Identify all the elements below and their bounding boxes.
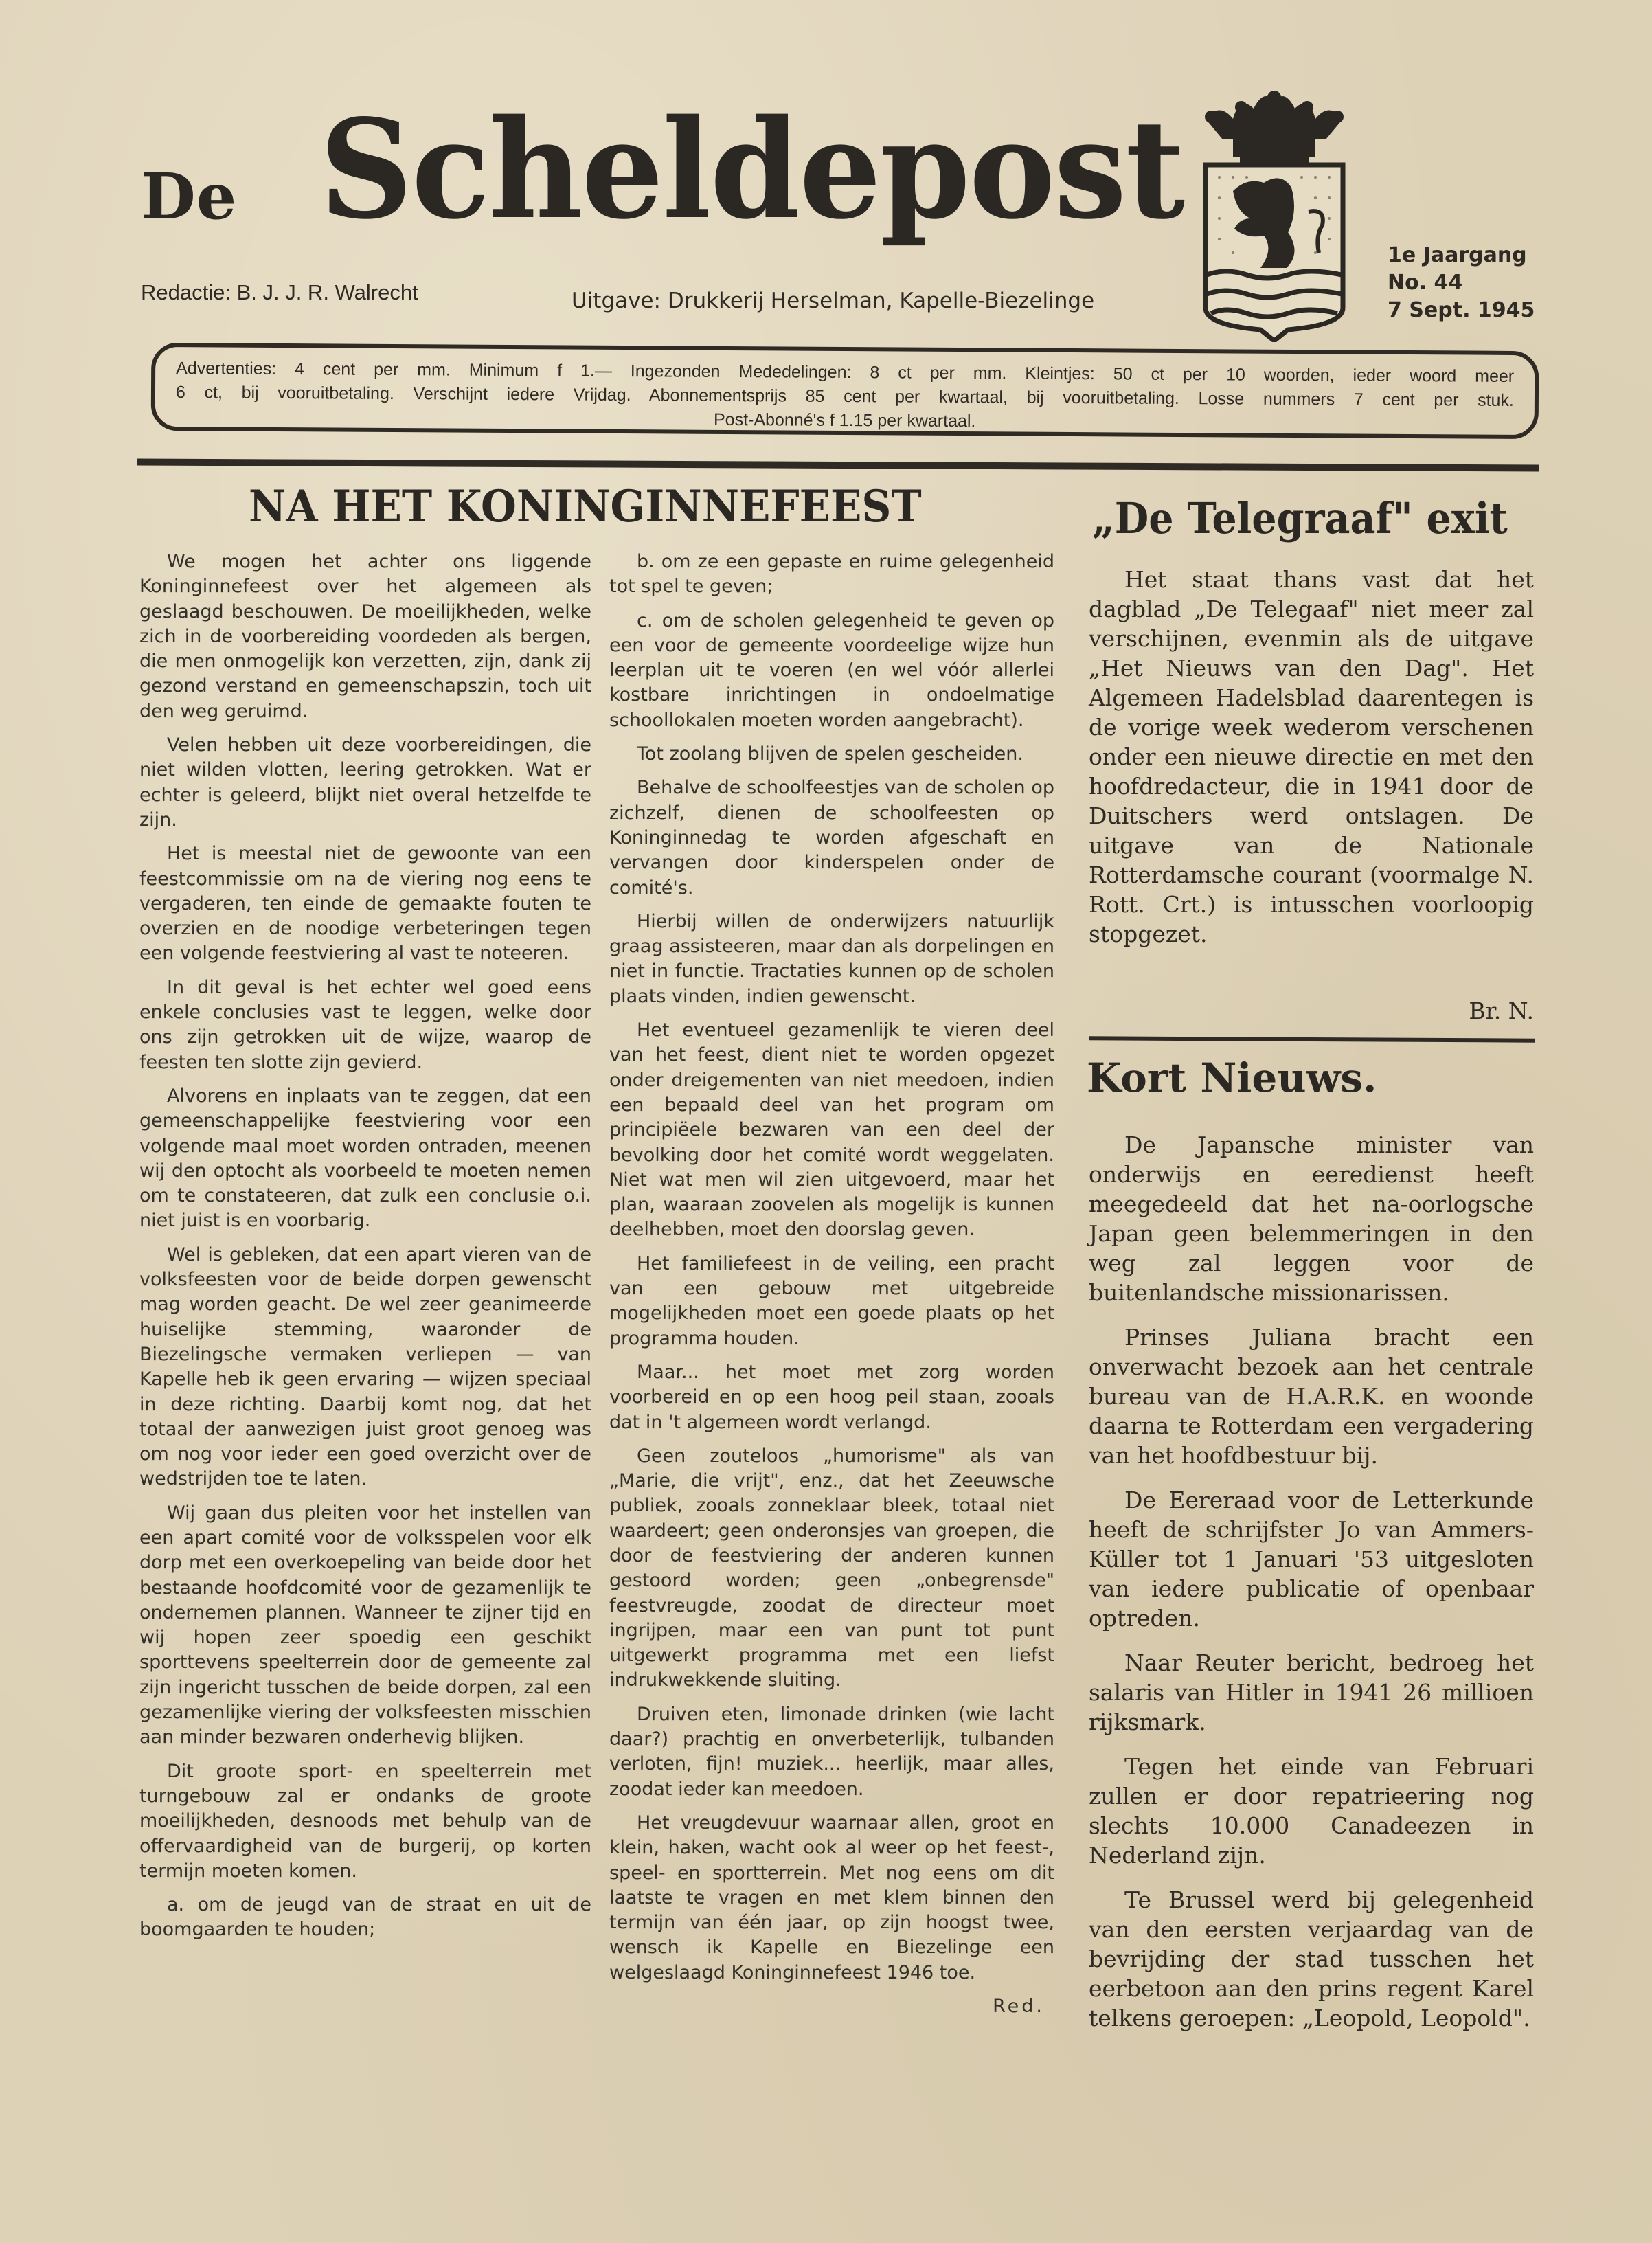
- news-item: Prinses Juliana bracht een onverwacht bezoek aan het centrale bureau van de H.A.R.K. en woonde daarna te Rotterdam een vergadering van het hoofdbestuur bij.: [1089, 1324, 1534, 1469]
- paragraph: Het staat thans vast dat het dagblad „De Telegaaf" niet meer zal verschijnen, evenmin als de uitgave „Het Nieuws van den Dag". Het Algemeen Hadelsblad daarentegen is de vorige week wederom verschenen onder een nieuwe directie en met den hoofdredacteur, die in 1941 door de Duitschers werd ontslagen. De uitgave van de Nationale Rotterdamsche courant (voormalge N. Rott. Crt.) is intusschen voorloopig stopgezet.: [1089, 566, 1534, 947]
- news-item: De Japansche minister van onderwijs en eeredienst heeft meegedeeld dat het na-oorlogsche Japan geen belemmeringen in den weg zal leggen voor de buitenlandsche missionarissen.: [1089, 1131, 1534, 1306]
- uitgave-credit: Uitgave: Drukkerij Herselman, Kapelle-Biezelinge: [572, 289, 1095, 313]
- issue-date: 7 Sept. 1945: [1388, 298, 1535, 322]
- paragraph: Behalve de schoolfeestjes van de scholen op zichzelf, dienen de schoolfeesten op Koninginnedag te worden afgeschaft en vervangen door kinderspelen onder de comité's.: [609, 777, 1054, 899]
- issue-jaargang: 1e Jaargang: [1388, 243, 1527, 267]
- main-article-signature: Red.: [993, 1996, 1045, 2018]
- paragraph: b. om ze een gepaste en ruime gelegenheid tot spel te geven;: [609, 551, 1054, 598]
- rates-line: 6 ct, bij vooruitbetaling. Verschijnt iedere Vrijdag. Abonnementsprijs 85 cent per kwartaal, bij vooruitbetaling. Losse nummers 7 cent per stuk.: [175, 383, 1515, 410]
- rates-line: Post-Abonné's f 1.15 per kwartaal.: [713, 409, 976, 431]
- paragraph: Geen zouteloos „humorisme" als van „Marie, die vrijt", enz., dat het Zeeuwsche publiek, zooals zonneklaar bleek, totaal niet waardeert; geen onderonsjes van groepen, die door de feestviering der anderen kunnen gestoord worden; geen „onbegrensde" feestvreugde, zoodat de directeur moet ingrijpen, maar een van punt tot punt uitgewerkt programma met een liefst indrukwekkende sluiting.: [609, 1445, 1054, 1691]
- shield-icon: [1206, 165, 1343, 341]
- main-article-column-1: [139, 550, 591, 1952]
- rates-line: Advertenties: 4 cent per mm. Minimum f 1.— Ingezonden Mededelingen: 8 ct per mm. Kleintjes: 50 ct per 10 woorden, ieder woord meer: [176, 359, 1515, 386]
- masthead-title-prefix: De: [141, 159, 238, 234]
- news-item: Naar Reuter bericht, bedroeg het salaris van Hitler in 1941 26 millioen rijksmark.: [1089, 1649, 1534, 1735]
- issue-info: [1388, 242, 1535, 324]
- paragraph: Het is meestal niet de gewoonte van een feestcommissie om na de viering nog eens te vergaderen, ten einde de gemaakte fouten te overzien en de noodige verbeteringen tegen een volgende feestviering al vast te noteeren.: [139, 843, 591, 965]
- paragraph: Druiven eten, limonade drinken (wie lacht daar?) prachtig en onverbeterlijk, tulbanden verloten, fijn! muziek... heerlijk, maar alles, zoodat ieder kan meedoen.: [609, 1703, 1054, 1800]
- paragraph: We mogen het achter ons liggende Koninginnefeest over het algemeen als geslaagd beschouwen. De moeilijkheden, welke zich in de voorbereiding voordeden als bergen, die men onmogelijk kon verzetten, zijn, dank zij gezond verstand en gemeenschapszin, toch uit den weg geruimd.: [139, 551, 591, 722]
- paragraph: Alvorens en inplaats van te zeggen, dat een gemeenschappelijke feestviering voor een volgende maal moet worden ontraden, meenen wij den optocht als voorbeeld te moeten nemen om te constateeren, dat zulk een conclusie o.i. niet juist is en voorbarig.: [139, 1085, 591, 1232]
- paragraph: Het vreugdevuur waarnaar allen, groot en klein, haken, wacht ook al weer op het feest-, speel- en sportterrein. Met nog eens om dit laatste te vragen en met klem binnen den termijn van één jaar, op zijn hoogst twee, wensch ik Kapelle en Biezelinge een welgeslaagd Koninginnefeest 1946 toe.: [609, 1812, 1054, 1983]
- main-article-signoff: [609, 1994, 1054, 2019]
- redactie-credit: Redactie: B. J. J. R. Walrecht: [141, 280, 418, 304]
- main-article-headline: NA HET KONINGINNEFEEST: [249, 481, 922, 532]
- paragraph: Velen hebben uit deze voorbereidingen, die niet wilden vlotten, leering getrokken. Wat er echter is geleerd, blijkt niet overal hetzelfde te zijn.: [139, 734, 591, 831]
- paragraph: Het eventueel gezamenlijk te vieren deel van het feest, dient niet te worden opgezet onder dreigementen van niet meedoen, indien een bepaald deel van het program om principiëele bezwaren van een deel der bevolking door het comité wordt weggelaten. Niet wat men wil zien uitgevoerd, maar het plan, waaraan zoovelen als mogelijk is kunnen deelhebben, moet den doorslag geven.: [609, 1019, 1054, 1241]
- rates-box: [151, 343, 1539, 439]
- main-article-column-2: [609, 550, 1054, 2019]
- masthead-title: Scheldepost: [319, 89, 1184, 249]
- paragraph: In dit geval is het echter wel goed eens enkele conclusies vast te leggen, welke door ons zijn getrokken uit de wijze, waarop de feesten ten slotte zijn gevierd.: [139, 976, 591, 1073]
- paragraph: c. om de scholen gelegenheid te geven op een voor de gemeente voordeelige wijze hun leerplan uit te voeren (en wel vóór allerlei kostbare inrichtingen in ondoelmatige schoollokalen moeten worden aangebracht).: [609, 609, 1054, 731]
- paragraph: Maar... het moet met zorg worden voorbereid en op een hoog peil staan, zooals dat in 't algemeen wordt verlangd.: [609, 1361, 1054, 1433]
- telegraaf-signature: Br. N.: [1469, 997, 1534, 1024]
- telegraaf-article-body: [1089, 565, 1534, 964]
- paragraph: Hierbij willen de onderwijzers natuurlijk graag assisteeren, maar dan als dorpelingen en niet in functie. Tractaties kunnen op de scholen plaats vinden, indien gewenscht.: [609, 910, 1054, 1007]
- kort-nieuws-headline: Kort Nieuws.: [1087, 1055, 1377, 1101]
- news-item: Tegen het einde van Februari zullen er door repatrieering nog slechts 10.000 Canadeezen in Nederland zijn.: [1089, 1753, 1534, 1869]
- paragraph: Wij gaan dus pleiten voor het instellen van een apart comité voor de volksspelen voor elk dorp met een overkoepeling van beide door het bestaande hoofdcomité voor de gezamenlijk te ondernemen plannen. Wanneer te zijner tijd en wij hopen zeer spoedig een geschikt sporttevens speelterrein door de gemeente zal zijn ingericht tusschen de beide dorpen, zal een gezamenlijke viering der volksfeesten misschien aan minder bezwaren onderhevig blijken.: [139, 1502, 591, 1748]
- paragraph: Wel is gebleken, dat een apart vieren van de volksfeesten voor de beide dorpen gewenscht mag worden geacht. De wel zeer geanimeerde huiselijke stemming, waaronder de Biezelingsche vermaken verliepen — van Kapelle heb ik geen ervaring — wijzen speciaal in deze richting. Daarbij komt nog, dat het totaal der aanwezigen juist groot genoeg was om nog voor ieder een goed overzicht over de wedstrijden toe te laten.: [139, 1243, 591, 1490]
- telegraaf-headline: „De Telegraaf" exit: [1092, 493, 1508, 543]
- news-item: Te Brussel werd bij gelegenheid van den eersten verjaardag van de bevrijding der stad tusschen het eerbetoon aan den prins regent Karel telkens geroepen: „Leopold, Leopold".: [1089, 1886, 1534, 2031]
- divider-rule: [1089, 1036, 1535, 1042]
- paragraph: Tot zoolang blijven de spelen gescheiden.: [637, 743, 1023, 765]
- news-item: De Eereraad voor de Letterkunde heeft de schrijfster Jo van Ammers-Küller tot 1 Januari '53 uitgesloten van iedere publicatie of openbaar optreden.: [1089, 1487, 1534, 1632]
- paragraph: Dit groote sport- en speelterrein met turngebouw zal er ondanks de groote moeilijkheden, desnoods met behulp van de offervaardigheid van de burgerij, op korten termijn moeten komen.: [139, 1760, 591, 1882]
- issue-number: No. 44: [1388, 271, 1463, 295]
- coat-of-arms-icon: [1199, 88, 1350, 342]
- paragraph: Het familiefeest in de veiling, een pracht van een gebouw met uitgebreide mogelijkheden moet een goede plaats op het programma houden.: [609, 1252, 1054, 1349]
- paragraph: a. om de jeugd van de straat en uit de boomgaarden te houden;: [139, 1894, 591, 1941]
- kort-nieuws-body: [1089, 1130, 1534, 2048]
- divider-rule: [137, 459, 1539, 472]
- crown-icon: [1205, 91, 1344, 164]
